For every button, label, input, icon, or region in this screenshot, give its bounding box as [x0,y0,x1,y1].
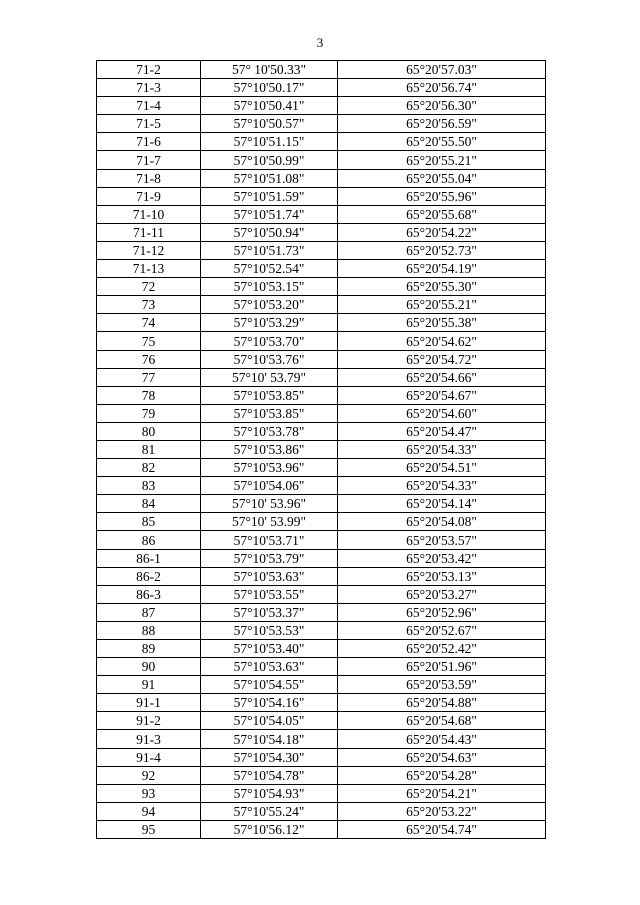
table-row [97,350,546,368]
longitude-cell: 65°20'54.47" [338,422,546,440]
longitude-cell: 65°20'54.62" [338,332,546,350]
latitude-cell: 57°10'54.93" [201,784,338,802]
point-id-cell: 95 [97,820,201,838]
table-row [97,115,546,133]
point-id-cell: 71-3 [97,79,201,97]
table-row [97,187,546,205]
point-id-cell: 71-7 [97,151,201,169]
latitude-cell: 57°10'50.41" [201,97,338,115]
latitude-cell: 57°10'53.53" [201,621,338,639]
longitude-cell: 65°20'53.27" [338,585,546,603]
point-id-cell: 74 [97,314,201,332]
longitude-cell: 65°20'52.42" [338,640,546,658]
table-row [97,223,546,241]
point-id-cell: 78 [97,386,201,404]
longitude-cell: 65°20'54.14" [338,495,546,513]
point-id-cell: 77 [97,368,201,386]
table-row [97,513,546,531]
point-id-cell: 86 [97,531,201,549]
latitude-cell: 57°10'54.06" [201,477,338,495]
table-row [97,784,546,802]
longitude-cell: 65°20'55.21" [338,151,546,169]
table-row [97,567,546,585]
table-row [97,332,546,350]
latitude-cell: 57°10'53.40" [201,640,338,658]
table-row [97,802,546,820]
point-id-cell: 86-1 [97,549,201,567]
latitude-cell: 57°10' 53.79" [201,368,338,386]
table-row [97,621,546,639]
latitude-cell: 57°10'53.86" [201,440,338,458]
longitude-cell: 65°20'55.30" [338,278,546,296]
point-id-cell: 71-8 [97,169,201,187]
latitude-cell: 57° 10'50.33" [201,61,338,79]
table-row [97,133,546,151]
longitude-cell: 65°20'54.51" [338,459,546,477]
longitude-cell: 65°20'54.88" [338,694,546,712]
table-row [97,241,546,259]
longitude-cell: 65°20'52.73" [338,241,546,259]
longitude-cell: 65°20'55.38" [338,314,546,332]
latitude-cell: 57°10'53.37" [201,603,338,621]
latitude-cell: 57°10'51.74" [201,205,338,223]
latitude-cell: 57°10'54.18" [201,730,338,748]
point-id-cell: 81 [97,440,201,458]
point-id-cell: 75 [97,332,201,350]
longitude-cell: 65°20'55.04" [338,169,546,187]
point-id-cell: 82 [97,459,201,477]
table-row [97,205,546,223]
table-row [97,260,546,278]
longitude-cell: 65°20'54.21" [338,784,546,802]
point-id-cell: 87 [97,603,201,621]
longitude-cell: 65°20'54.60" [338,404,546,422]
longitude-cell: 65°20'54.43" [338,730,546,748]
latitude-cell: 57°10'51.08" [201,169,338,187]
latitude-cell: 57°10'53.76" [201,350,338,368]
latitude-cell: 57°10' 53.96" [201,495,338,513]
point-id-cell: 93 [97,784,201,802]
table-row [97,440,546,458]
latitude-cell: 57°10'53.71" [201,531,338,549]
point-id-cell: 71-9 [97,187,201,205]
latitude-cell: 57°10'54.30" [201,748,338,766]
longitude-cell: 65°20'55.96" [338,187,546,205]
longitude-cell: 65°20'53.13" [338,567,546,585]
longitude-cell: 65°20'53.59" [338,676,546,694]
longitude-cell: 65°20'55.68" [338,205,546,223]
longitude-cell: 65°20'51.96" [338,658,546,676]
coordinates-table-body [97,61,546,839]
longitude-cell: 65°20'54.22" [338,223,546,241]
point-id-cell: 71-12 [97,241,201,259]
longitude-cell: 65°20'54.68" [338,712,546,730]
latitude-cell: 57°10'53.78" [201,422,338,440]
table-row [97,730,546,748]
table-row [97,495,546,513]
point-id-cell: 90 [97,658,201,676]
latitude-cell: 57°10'53.63" [201,567,338,585]
longitude-cell: 65°20'54.33" [338,440,546,458]
latitude-cell: 57°10'56.12" [201,820,338,838]
longitude-cell: 65°20'53.22" [338,802,546,820]
point-id-cell: 71-5 [97,115,201,133]
longitude-cell: 65°20'54.63" [338,748,546,766]
table-row [97,151,546,169]
latitude-cell: 57°10'53.85" [201,386,338,404]
latitude-cell: 57°10'54.16" [201,694,338,712]
latitude-cell: 57°10'50.99" [201,151,338,169]
point-id-cell: 84 [97,495,201,513]
table-row [97,712,546,730]
point-id-cell: 72 [97,278,201,296]
point-id-cell: 92 [97,766,201,784]
table-row [97,386,546,404]
table-row [97,658,546,676]
table-row [97,603,546,621]
latitude-cell: 57°10'54.78" [201,766,338,784]
latitude-cell: 57°10'53.85" [201,404,338,422]
table-row [97,61,546,79]
longitude-cell: 65°20'56.30" [338,97,546,115]
latitude-cell: 57°10'51.59" [201,187,338,205]
latitude-cell: 57°10'55.24" [201,802,338,820]
point-id-cell: 86-2 [97,567,201,585]
longitude-cell: 65°20'55.21" [338,296,546,314]
table-row [97,404,546,422]
table-row [97,79,546,97]
latitude-cell: 57°10'51.73" [201,241,338,259]
longitude-cell: 65°20'54.67" [338,386,546,404]
latitude-cell: 57°10'53.15" [201,278,338,296]
point-id-cell: 86-3 [97,585,201,603]
latitude-cell: 57°10' 53.99" [201,513,338,531]
longitude-cell: 65°20'54.33" [338,477,546,495]
point-id-cell: 73 [97,296,201,314]
latitude-cell: 57°10'53.55" [201,585,338,603]
point-id-cell: 91-3 [97,730,201,748]
latitude-cell: 57°10'53.29" [201,314,338,332]
point-id-cell: 91-1 [97,694,201,712]
latitude-cell: 57°10'53.63" [201,658,338,676]
table-row [97,169,546,187]
longitude-cell: 65°20'54.19" [338,260,546,278]
longitude-cell: 65°20'56.74" [338,79,546,97]
longitude-cell: 65°20'57.03" [338,61,546,79]
table-row [97,459,546,477]
longitude-cell: 65°20'55.50" [338,133,546,151]
point-id-cell: 91-2 [97,712,201,730]
point-id-cell: 91 [97,676,201,694]
longitude-cell: 65°20'53.57" [338,531,546,549]
longitude-cell: 65°20'56.59" [338,115,546,133]
longitude-cell: 65°20'54.08" [338,513,546,531]
table-row [97,694,546,712]
table-row [97,296,546,314]
table-row [97,748,546,766]
coordinates-table [96,60,546,839]
point-id-cell: 94 [97,802,201,820]
latitude-cell: 57°10'53.70" [201,332,338,350]
table-row [97,314,546,332]
table-row [97,676,546,694]
point-id-cell: 71-4 [97,97,201,115]
table-row [97,766,546,784]
latitude-cell: 57°10'53.79" [201,549,338,567]
longitude-cell: 65°20'52.96" [338,603,546,621]
point-id-cell: 76 [97,350,201,368]
point-id-cell: 71-11 [97,223,201,241]
point-id-cell: 88 [97,621,201,639]
table-row [97,368,546,386]
point-id-cell: 83 [97,477,201,495]
latitude-cell: 57°10'50.57" [201,115,338,133]
table-row [97,549,546,567]
point-id-cell: 71-13 [97,260,201,278]
page-number: 3 [316,35,324,50]
table-row [97,477,546,495]
table-row [97,820,546,838]
latitude-cell: 57°10'54.55" [201,676,338,694]
latitude-cell: 57°10'50.17" [201,79,338,97]
longitude-cell: 65°20'53.42" [338,549,546,567]
table-row [97,278,546,296]
point-id-cell: 71-6 [97,133,201,151]
table-row [97,640,546,658]
table-row [97,422,546,440]
latitude-cell: 57°10'54.05" [201,712,338,730]
point-id-cell: 71-10 [97,205,201,223]
point-id-cell: 91-4 [97,748,201,766]
table-row [97,531,546,549]
latitude-cell: 57°10'51.15" [201,133,338,151]
point-id-cell: 85 [97,513,201,531]
point-id-cell: 80 [97,422,201,440]
point-id-cell: 71-2 [97,61,201,79]
longitude-cell: 65°20'54.74" [338,820,546,838]
table-row [97,97,546,115]
longitude-cell: 65°20'54.66" [338,368,546,386]
table-row [97,585,546,603]
longitude-cell: 65°20'54.28" [338,766,546,784]
latitude-cell: 57°10'52.54" [201,260,338,278]
longitude-cell: 65°20'54.72" [338,350,546,368]
latitude-cell: 57°10'53.96" [201,459,338,477]
point-id-cell: 79 [97,404,201,422]
longitude-cell: 65°20'52.67" [338,621,546,639]
latitude-cell: 57°10'53.20" [201,296,338,314]
latitude-cell: 57°10'50.94" [201,223,338,241]
point-id-cell: 89 [97,640,201,658]
